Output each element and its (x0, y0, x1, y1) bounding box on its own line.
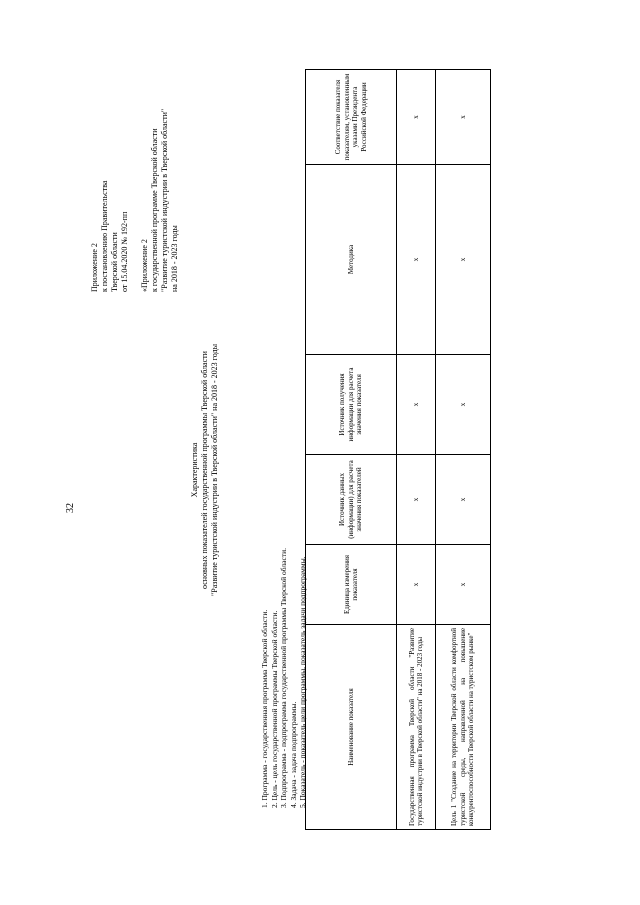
table-cell: x (436, 70, 491, 165)
column-header: Источник данных (информации) для расчета значения показателей (306, 455, 397, 545)
heading-line: Характеристика (190, 442, 199, 498)
definition-item: 4. Задача - задача подпрограммы. (288, 701, 298, 808)
indicators-table (305, 69, 491, 830)
table-cell: x (397, 70, 436, 165)
table-row (397, 70, 436, 830)
program-note-block (140, 109, 180, 292)
table-cell: Государственная программа Тверской области "Развитие туристской индустрии в Тверской области" на 2018 - 2023 годы (397, 625, 436, 830)
appendix-line: Приложение 2 (90, 243, 99, 292)
heading-line: основных показателей государственной программы Тверской области (200, 351, 209, 589)
definition-item: 1. Программа - государственная программа Тверской области. (260, 609, 269, 808)
table-cell: x (436, 455, 491, 545)
table-cell: x (397, 545, 436, 625)
program-note-line: на 2018 - 2023 годы (170, 225, 179, 292)
appendix-line: к постановлению Правительства (100, 180, 109, 292)
table-cell: x (397, 165, 436, 355)
table-cell: x (436, 545, 491, 625)
column-header: Наименование показателя (306, 625, 397, 830)
table-cell: x (436, 355, 491, 455)
appendix-line: Тверской области (110, 232, 119, 292)
heading-line: "Развитие туристской индустрии в Тверской области" на 2018 - 2023 годы (210, 344, 219, 596)
definition-item: 3. Подпрограмма - подпрограмма государственной программы Тверской области. (279, 548, 288, 808)
table-row (436, 70, 491, 830)
definition-item: 2. Цель - цель государственной программы Тверской области. (269, 610, 279, 808)
table-cell: x (397, 355, 436, 455)
rotated-landscape-content (40, 70, 610, 870)
table-cell: x (436, 165, 491, 355)
column-header: Единица измерения показателя (306, 545, 397, 625)
definition-item: 5. Показатель - показатель цели программы, показатель задачи подпрограммы. (298, 556, 307, 808)
program-note-line: «Приложение 2 (140, 239, 149, 292)
table-header-row (306, 70, 397, 830)
document-heading (190, 70, 220, 870)
appendix-block (90, 181, 130, 292)
table-cell: Цель 1 "Создание на территории Тверской области комфортной туристской среды, направленной на повышение конкурентоспособности Тверской области на туристском рынке" (436, 625, 491, 830)
program-note-line: к государственной программе Тверской области (150, 128, 159, 292)
table-cell: x (397, 455, 436, 545)
program-note-line: "Развитие туристской индустрии в Тверской области" (160, 108, 169, 292)
column-header: Источник получения информации для расчета значения показателя (306, 355, 397, 455)
definitions-list (260, 548, 308, 808)
appendix-line: от 15.04.2020 № 192-пп (120, 211, 129, 292)
page-number: 32 (65, 503, 76, 513)
column-header: Методика (306, 165, 397, 355)
column-header: Соответствие показателя показателям, установленным указами Президента Российской Федерации (306, 70, 397, 165)
